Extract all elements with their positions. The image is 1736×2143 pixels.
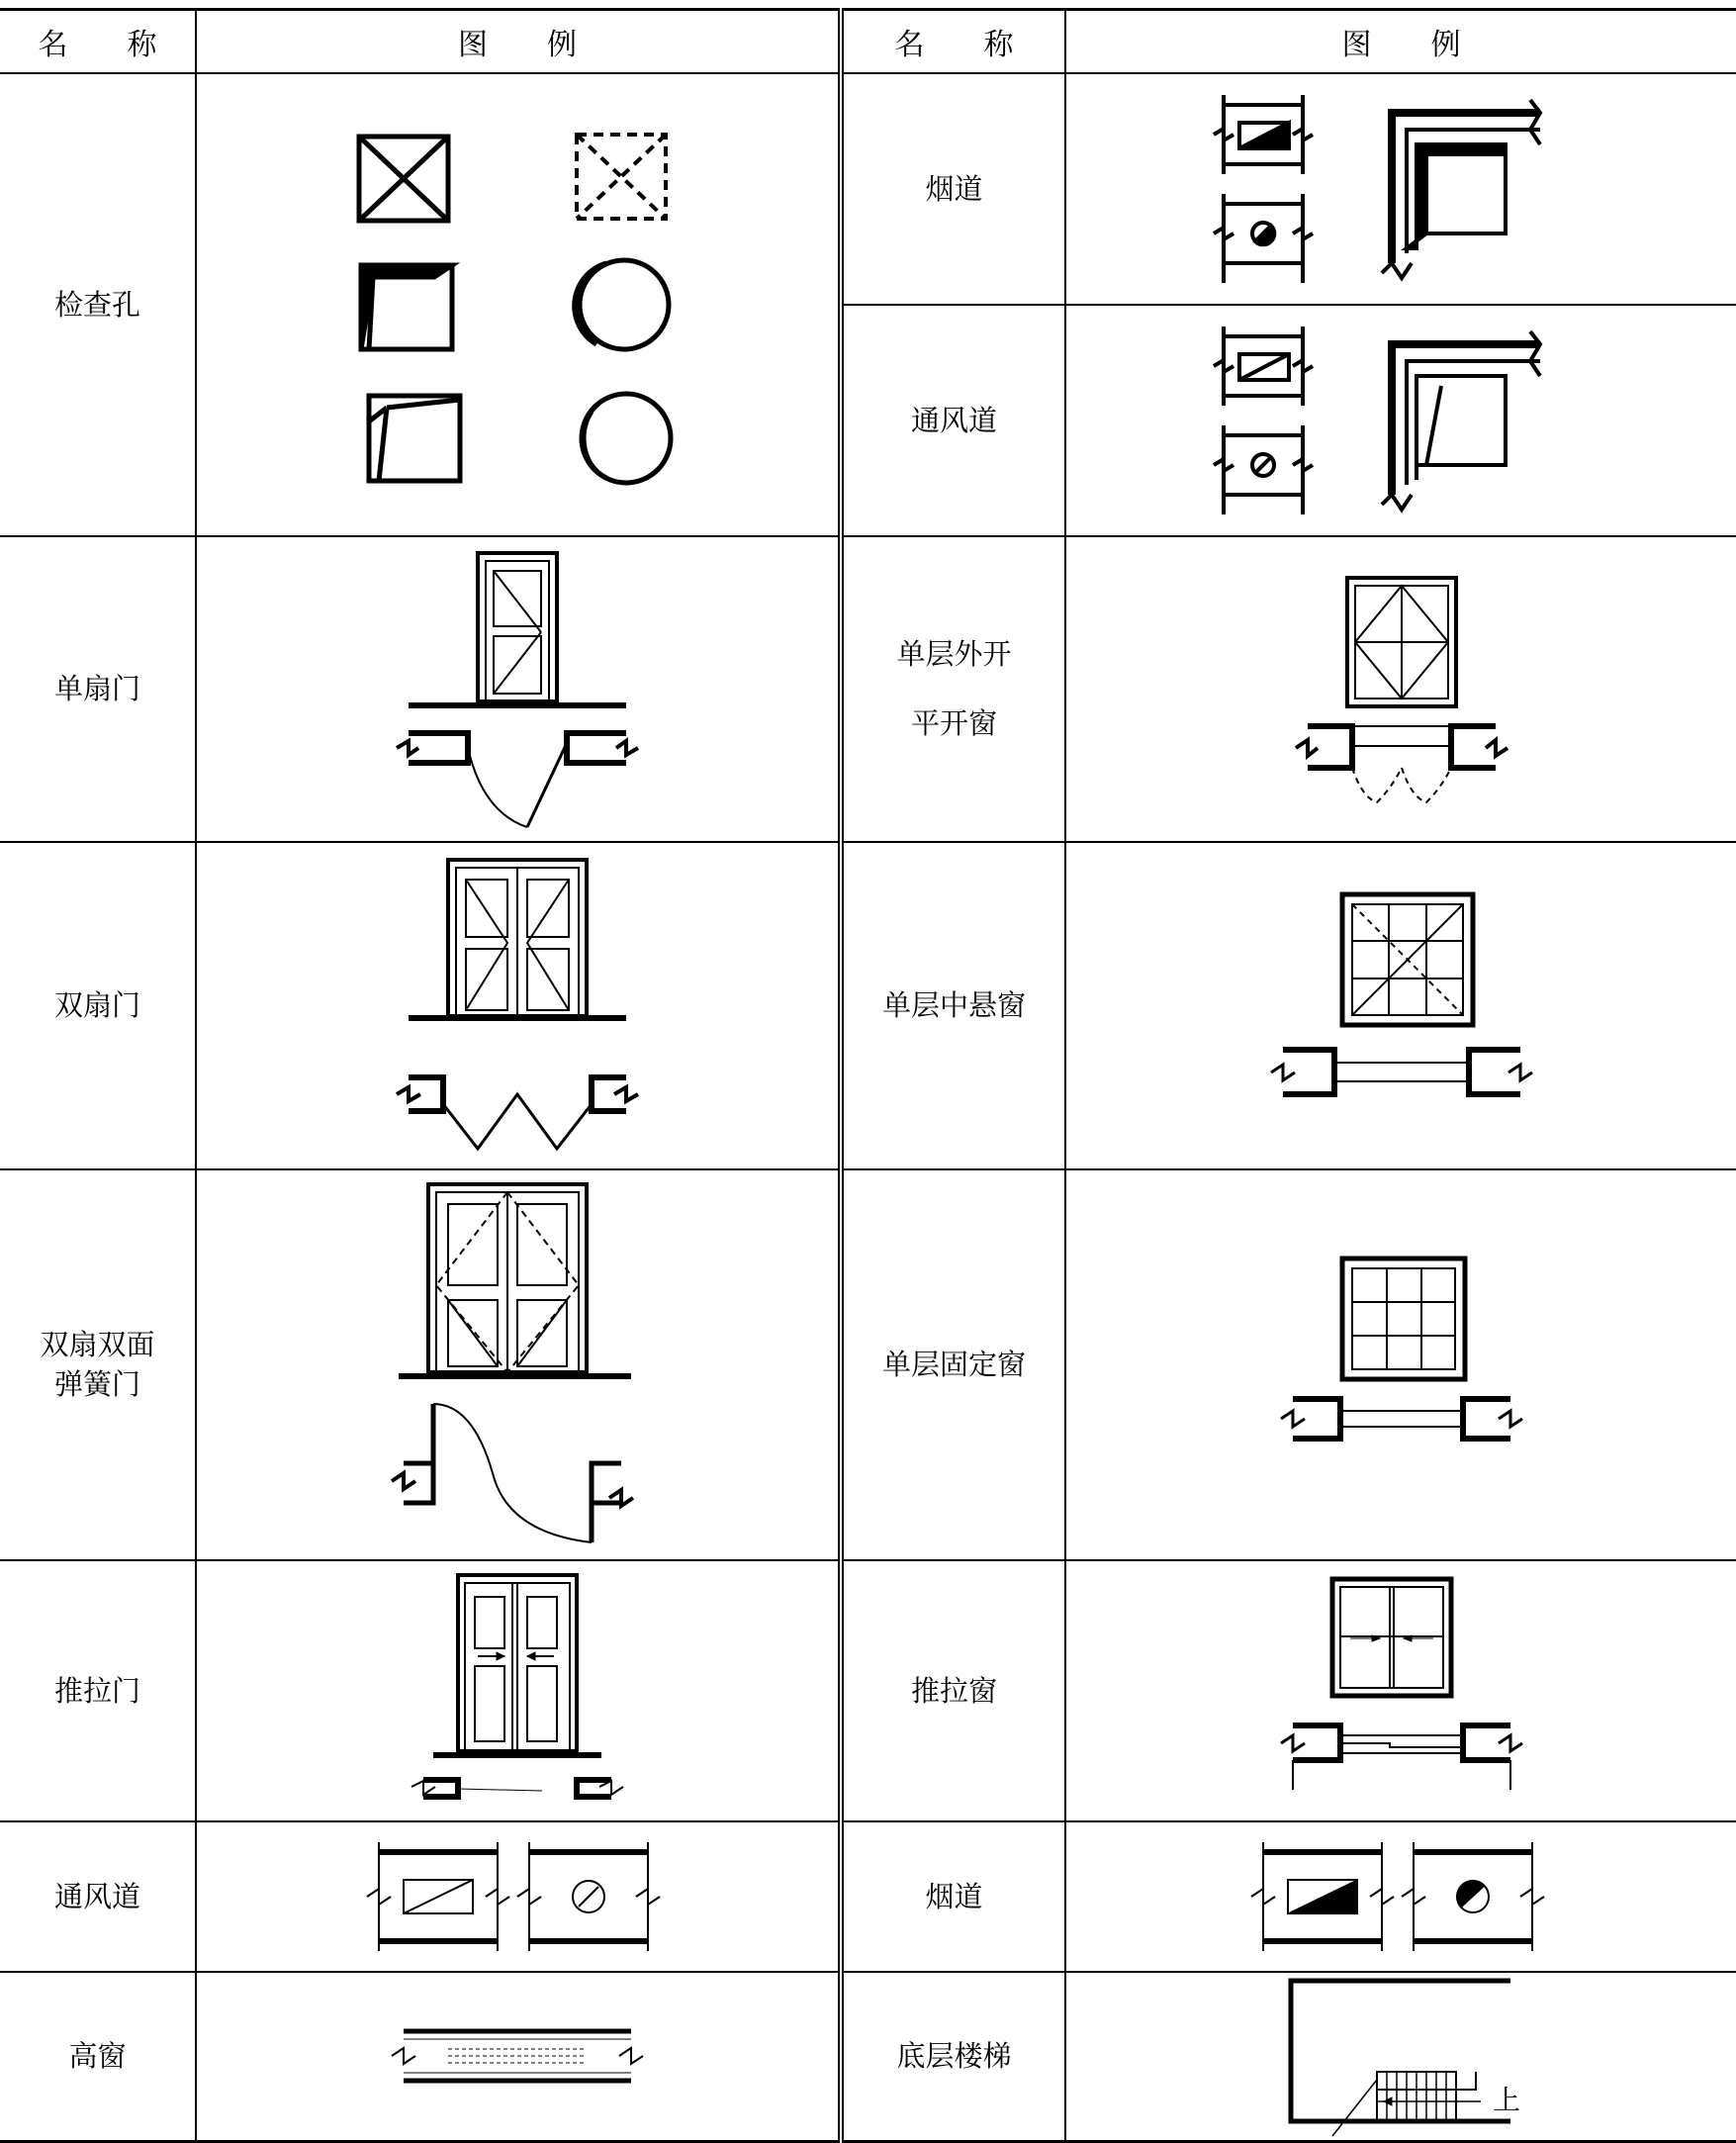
legend-table <box>0 8 1736 2143</box>
row-figure-right <box>1065 1972 1736 2142</box>
row-name-right: 烟道 <box>841 73 1065 305</box>
row-name-left: 双扇门 <box>0 842 196 1169</box>
table-row <box>0 1821 1736 1972</box>
center-pivot-window-icon <box>1263 886 1540 1124</box>
header-row <box>0 10 1736 73</box>
air-duct-symbols-icon <box>1204 317 1599 524</box>
row-figure-left <box>196 1560 841 1821</box>
row-figure-right <box>1065 73 1736 305</box>
row-name-left: 检查孔 <box>0 73 196 536</box>
row-figure-right <box>1065 1169 1736 1560</box>
ground-floor-stair-icon <box>1273 1973 1530 2139</box>
double-swing-door-icon <box>384 1176 651 1552</box>
fixed-window-icon <box>1273 1251 1530 1478</box>
air-duct-plan-icon <box>359 1832 676 1961</box>
header-name-right: 名 称 <box>841 10 1065 73</box>
row-name-left: 双扇双面 弹簧门 <box>0 1169 196 1560</box>
row-figure-left <box>196 73 841 536</box>
header-legend-right: 图 例 <box>1065 10 1736 73</box>
row-figure-right <box>1065 1560 1736 1821</box>
row-figure-right <box>1065 536 1736 842</box>
row-name-right: 底层楼梯 <box>841 1972 1065 2142</box>
row-figure-right <box>1065 842 1736 1169</box>
high-window-icon <box>384 2011 651 2100</box>
table-row <box>0 73 1736 305</box>
row-figure-left <box>196 1972 841 2142</box>
table-row <box>0 842 1736 1169</box>
sliding-window-icon <box>1273 1567 1530 1815</box>
row-figure-left <box>196 1821 841 1972</box>
row-name-left: 高窗 <box>0 1972 196 2142</box>
table-row <box>0 1972 1736 2142</box>
row-figure-left <box>196 842 841 1169</box>
header-legend-left: 图 例 <box>196 10 841 73</box>
row-name-right: 烟道 <box>841 1821 1065 1972</box>
row-name-left: 单扇门 <box>0 536 196 842</box>
table-row <box>0 536 1736 842</box>
row-name-right: 单层固定窗 <box>841 1169 1065 1560</box>
row-name-right: 单层外开 平开窗 <box>841 536 1065 842</box>
table-row <box>0 1560 1736 1821</box>
single-outward-casement-window-icon <box>1288 570 1515 807</box>
row-name-right-bottom: 通风道 <box>841 305 1065 536</box>
row-name-right: 推拉窗 <box>841 1560 1065 1821</box>
single-door-icon <box>389 545 646 832</box>
row-figure-left <box>196 1169 841 1560</box>
row-name-left: 推拉门 <box>0 1560 196 1821</box>
row-figure-right-bottom <box>1065 305 1736 536</box>
flue-symbols-icon <box>1204 85 1599 293</box>
inspection-hole-symbols-icon <box>310 97 725 512</box>
row-figure-left <box>196 536 841 842</box>
row-name-right: 单层中悬窗 <box>841 842 1065 1169</box>
row-name-left: 通风道 <box>0 1821 196 1972</box>
table-row <box>0 1169 1736 1560</box>
flue-plan-icon <box>1243 1832 1560 1961</box>
stair-up-label: 上 <box>1492 2084 1520 2117</box>
row-figure-right <box>1065 1821 1736 1972</box>
double-door-icon <box>389 852 646 1159</box>
sliding-door-icon <box>404 1567 631 1815</box>
header-name-left: 名 称 <box>0 10 196 73</box>
